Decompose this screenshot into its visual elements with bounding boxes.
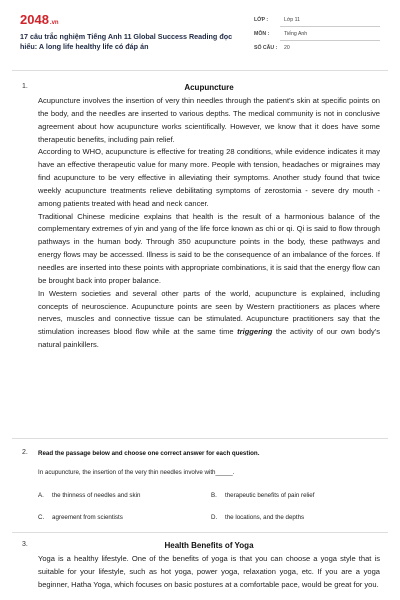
- question-1-number: 1.: [22, 83, 28, 90]
- question-count-label: SỐ CÂU :: [254, 45, 278, 51]
- subject-label: MÔN :: [254, 31, 270, 37]
- passage-1-paragraph-2: According to WHO, acupuncture is effective for treating 28 conditions, while evidence indicates it may have an effective therapeutic value for many more. People with tension, headaches or migraines may find acupuncture to be very effective in alleviating their symptoms. Another study found that twice weekly acupuncture treatments relieve debilitating symptoms of zerostomia - severe dry mouth - among patients treated with head and neck cancer.: [38, 147, 380, 208]
- option-letter: D.: [211, 514, 218, 521]
- question-2-number: 2.: [22, 449, 28, 456]
- paragraph-4-text-end: the activity of our own body's natural painkillers.: [38, 327, 380, 350]
- question-2-stem: In acupuncture, the insertion of the very thin needles involve with_____.: [38, 469, 235, 476]
- grade-underline: [280, 26, 380, 27]
- passage-1-body: [38, 95, 380, 352]
- header-divider: [12, 70, 388, 71]
- subject-underline: [280, 40, 380, 41]
- subject-value: Tiếng Anh: [284, 31, 308, 37]
- option-text: the locations, and the depths: [225, 514, 305, 521]
- logo-suffix: .vn: [49, 20, 59, 26]
- option-letter: C.: [38, 514, 45, 521]
- passage-1-title: Acupuncture: [184, 83, 234, 92]
- grade-label: LỚP :: [254, 17, 269, 23]
- page-title: 17 câu trắc nghiệm Tiếng Anh 11 Global Success Reading đọc hiểu: A long life healthy life có đáp án: [20, 32, 233, 51]
- option-letter: B.: [211, 492, 217, 499]
- site-logo[interactable]: [20, 12, 59, 27]
- page-header: [0, 0, 400, 72]
- answer-option-a[interactable]: [38, 492, 140, 499]
- option-text: the thinness of needles and skin: [52, 492, 141, 499]
- question-count-value: 20: [284, 45, 290, 51]
- logo-text: 2048: [20, 12, 49, 27]
- option-text: therapeutic benefits of pain relief: [225, 492, 315, 499]
- grade-value: Lớp 11: [284, 17, 300, 23]
- question-2-instruction: Read the passage below and choose one correct answer for each question.: [38, 450, 260, 457]
- paragraph-4-text-start: In Western societies and several other parts of the world, acupuncture is explained, including concepts of neuroscience. Acupuncture points are seen by Western practitioners as places where nerves, muscles and connective tissue can be stimulated. Acupuncture practitioners say that the stimulation increases blood flow while at the same time: [38, 288, 380, 337]
- answer-option-c[interactable]: [38, 514, 123, 521]
- option-letter: A.: [38, 492, 44, 499]
- answer-option-b[interactable]: [211, 492, 314, 499]
- option-text: agreement from scientists: [52, 514, 123, 521]
- question-3-number: 3.: [22, 541, 28, 548]
- passage-3-paragraph-1: Yoga is a healthy lifestyle. One of the benefits of yoga is that you can choose a yoga style that is suitable for your lifestyle, such as hot yoga, power yoga, relaxation yoga, etc. If you are a yoga beginner, Hatha Yoga, which focuses on basic postures at a comfortable pace, would be great for you.: [38, 554, 380, 589]
- question-2-divider: [12, 532, 388, 533]
- answer-option-d[interactable]: [211, 514, 304, 521]
- passage-1-paragraph-3: Traditional Chinese medicine explains that health is the result of a harmonious balance of the complementary extremes of yin and yang of the life force known as chi or qi. Qi is said to flow through pathways in the human body. Through 350 acupuncture points in the body, these pathways and energy flows may be accessed. Illness is said to be the consequence of an imbalance of the forces. If needles are inserted into these points with appropriate combinations, it is said that the energy flow can be brought back into proper balance.: [38, 211, 380, 285]
- passage-1-paragraph-4: [38, 288, 380, 352]
- question-1-divider: [12, 438, 388, 439]
- passage-3-title: Health Benefits of Yoga: [164, 541, 254, 550]
- passage-1-paragraph-1: Acupuncture involves the insertion of very thin needles through the patient's skin at specific points on the body, and the needles are inserted to various depths. The medical community is not in conclusive agreement about how acupuncture works scientifically. However, we know that it does have some therapeutic benefits, including pain relief.: [38, 96, 380, 144]
- emphasized-word: triggering: [237, 327, 273, 337]
- passage-3-body: [38, 553, 380, 592]
